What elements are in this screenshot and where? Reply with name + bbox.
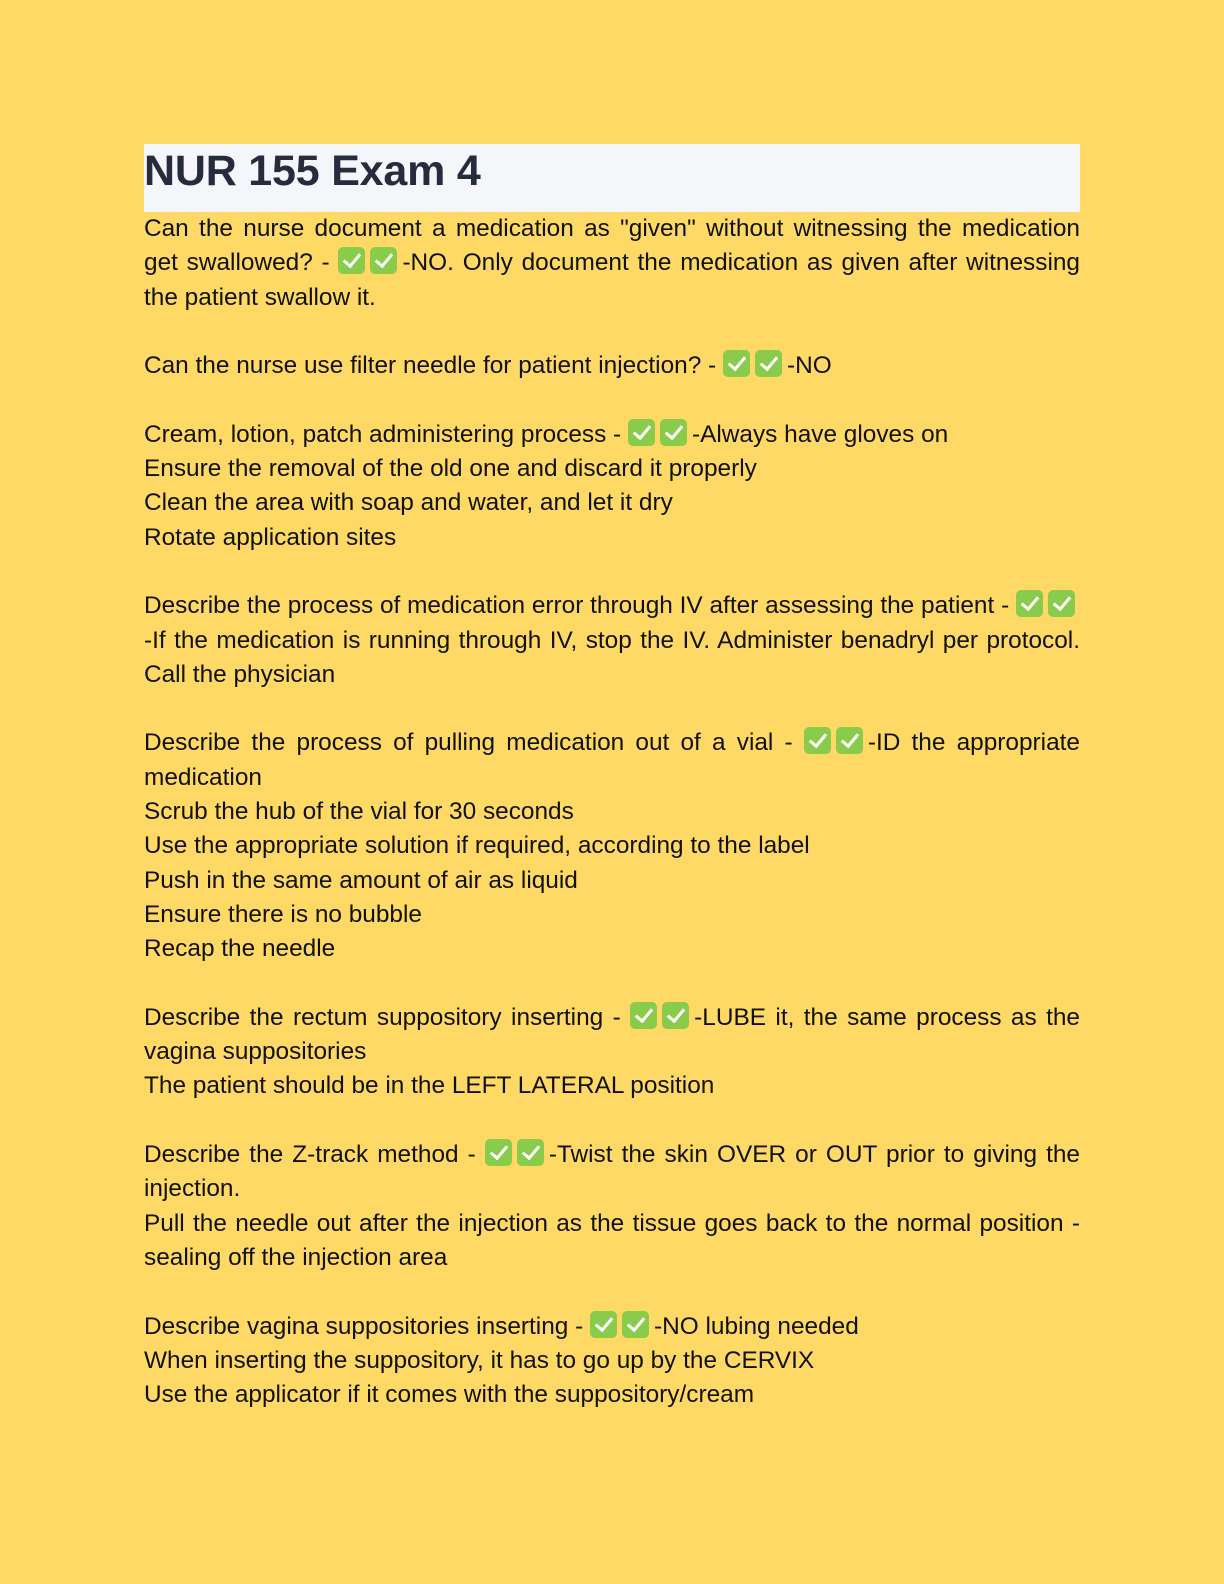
answer-text: -NO. Only document the medication as given after witnessing the patient swallow it. — [144, 249, 1080, 311]
question-text: Can the nurse use filter needle for patient injection? - — [144, 352, 723, 380]
check-mark-icon — [1048, 590, 1075, 617]
question-text: Describe vagina suppositories inserting - — [144, 1312, 591, 1340]
check-mark-icon — [628, 419, 655, 446]
check-mark-icon — [622, 1311, 649, 1338]
qa-item — [144, 349, 1080, 383]
question-text: Describe the process of pulling medication out of a vial - — [144, 729, 804, 757]
check-mark-icon — [755, 350, 782, 377]
qa-first-line — [144, 418, 1080, 452]
answer-text: -Always have gloves on — [691, 420, 949, 448]
qa-list — [144, 212, 1080, 1412]
check-mark-icon — [804, 727, 831, 754]
qa-first-line — [144, 1138, 1080, 1207]
answer-line: Ensure there is no bubble — [144, 900, 422, 928]
page-title: NUR 155 Exam 4 — [144, 147, 481, 195]
answer-line: Use the applicator if it comes with the suppository/cream — [144, 1381, 755, 1409]
qa-item — [144, 212, 1080, 315]
answer-text: -Twist the skin OVER or OUT prior to giving the injection. — [144, 1141, 1080, 1203]
title-bar — [144, 144, 1080, 212]
question-text: Describe the process of medication error through IV after assessing the patient - — [144, 592, 1016, 620]
answer-line: Push in the same amount of air as liquid — [144, 866, 578, 894]
qa-first-line — [144, 212, 1080, 315]
qa-first-line — [144, 1310, 1080, 1344]
qa-item — [144, 1138, 1080, 1275]
check-mark-icon — [660, 419, 687, 446]
qa-item — [144, 418, 1080, 555]
answer-text: -If the medication is running through IV, stop the IV. Administer benadryl per protocol. Call the physician — [144, 626, 1080, 688]
question-text: Can the nurse document a medication as "given" without witnessing the medication get swallowed? - — [144, 215, 1080, 277]
answer-text: -ID the appropriate medication — [144, 729, 1080, 791]
answer-line: The patient should be in the LEFT LATERAL position — [144, 1072, 715, 1100]
question-text: Describe the rectum suppository inserting - — [144, 1003, 631, 1031]
qa-item — [144, 589, 1080, 692]
check-mark-icon — [1016, 590, 1043, 617]
answer-line: Clean the area with soap and water, and let it dry — [144, 489, 673, 517]
check-mark-icon — [723, 350, 750, 377]
answer-text: -NO — [786, 352, 832, 380]
answer-text: -NO lubing needed — [654, 1312, 859, 1340]
check-mark-icon — [662, 1002, 689, 1029]
qa-item — [144, 1001, 1080, 1104]
check-mark-icon — [338, 247, 365, 274]
answer-line: Pull the needle out after the injection as the tissue goes back to the normal position - sealing off the injection area — [144, 1209, 1080, 1271]
answer-line: Scrub the hub of the vial for 30 seconds — [144, 798, 574, 826]
question-text: Describe the Z-track method - — [144, 1141, 485, 1169]
check-mark-icon — [630, 1002, 657, 1029]
qa-first-line — [144, 589, 1080, 692]
answer-line: Ensure the removal of the old one and discard it properly — [144, 455, 757, 483]
answer-text: -LUBE it, the same process as the vagina suppositories — [144, 1003, 1081, 1066]
document-page — [144, 144, 1080, 1447]
check-mark-icon — [485, 1139, 512, 1166]
answer-line: When inserting the suppository, it has to go up by the CERVIX — [144, 1346, 815, 1374]
answer-line: Recap the needle — [144, 935, 336, 963]
check-mark-icon — [517, 1139, 544, 1166]
check-mark-icon — [590, 1311, 617, 1338]
question-text: Cream, lotion, patch administering process - — [144, 420, 628, 448]
check-mark-icon — [836, 727, 863, 754]
qa-item — [144, 726, 1080, 966]
check-mark-icon — [370, 247, 397, 274]
qa-first-line — [144, 349, 1080, 383]
answer-line: Use the appropriate solution if required, according to the label — [144, 832, 810, 860]
qa-first-line — [144, 726, 1080, 795]
qa-item — [144, 1310, 1080, 1413]
answer-line: Rotate application sites — [144, 523, 397, 551]
qa-first-line — [144, 1001, 1080, 1070]
